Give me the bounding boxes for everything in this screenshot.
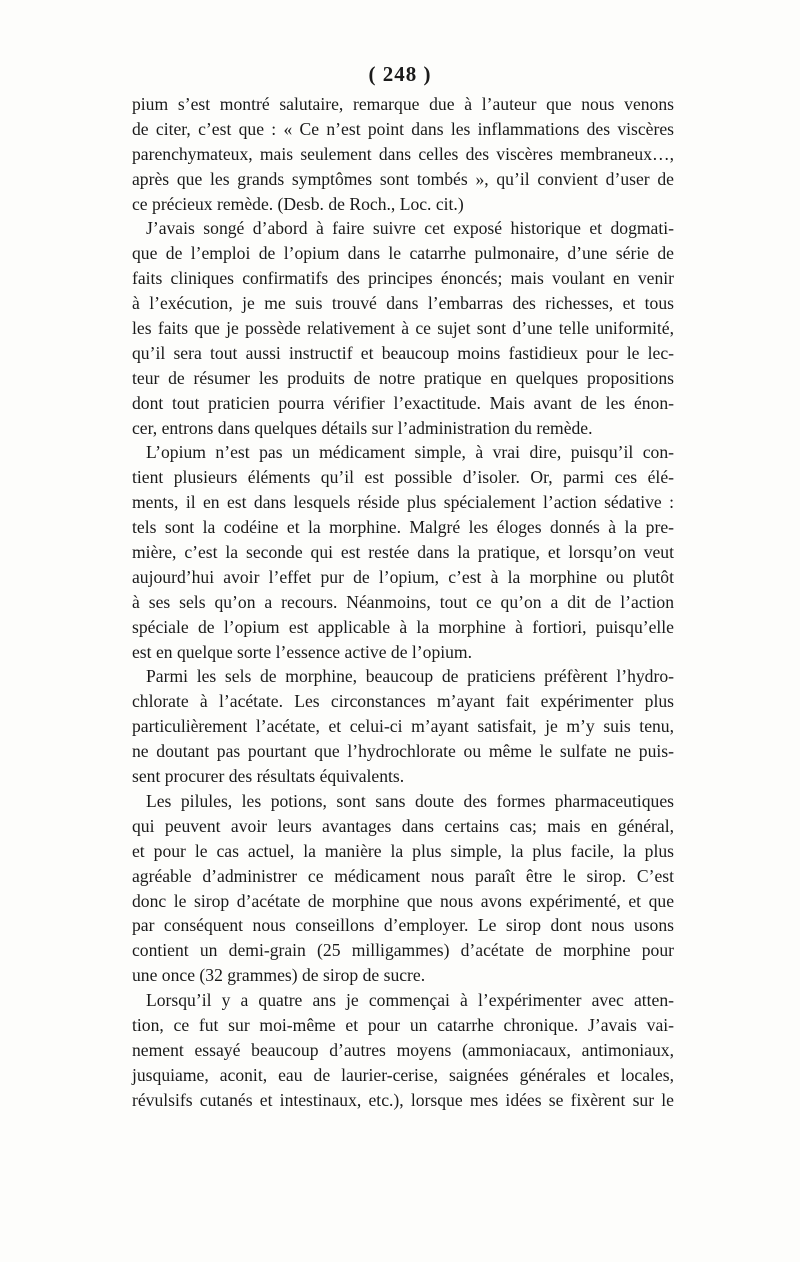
text-line: donc le sirop d’acétate de morphine que nous avons expérimenté, et que bbox=[132, 890, 674, 911]
text-line: tient plusieurs éléments qu’il est possible d’isoler. Or, parmi ces élé- bbox=[132, 467, 674, 488]
text-line: dont tout praticien pourra vérifier l’exactitude. Mais avant de les énon- bbox=[132, 392, 674, 413]
text-line: particulièrement l’acétate, et celui-ci m’ayant satisfait, je m’y suis tenu, bbox=[132, 716, 674, 737]
body-text bbox=[132, 92, 674, 1113]
text-line: ments, il en est dans lesquels réside plus spécialement l’action sédative : bbox=[132, 492, 674, 513]
text-line: par conséquent nous conseillons d’employer. Le sirop dont nous usons bbox=[132, 915, 674, 936]
text-line: Lorsqu’il y a quatre ans je commençai à l’expérimenter avec atten- bbox=[146, 990, 674, 1011]
text-line: que de l’emploi de l’opium dans le catarrhe pulmonaire, d’une série de bbox=[132, 243, 674, 264]
text-line: Les pilules, les potions, sont sans doute des formes pharmaceutiques bbox=[146, 790, 674, 811]
text-line: sent procurer des résultats équivalents. bbox=[132, 766, 405, 787]
text-line: faits cliniques confirmatifs des principes énoncés; mais voulant en venir bbox=[132, 268, 674, 289]
text-line: Parmi les sels de morphine, beaucoup de praticiens préfèrent l’hydro- bbox=[146, 666, 674, 687]
text-line: contient un demi-grain (25 milligammes) d’acétate de morphine pour bbox=[132, 940, 674, 961]
text-line: une once (32 grammes) de sirop de sucre. bbox=[132, 965, 426, 986]
text-line: après que les grands symptômes sont tombés », qu’il convient d’user de bbox=[132, 168, 674, 189]
text-line: J’avais songé d’abord à faire suivre cet exposé historique et dogmati- bbox=[146, 218, 674, 239]
text-line: de citer, c’est que : « Ce n’est point dans les inflammations des viscères bbox=[132, 118, 674, 139]
text-line: chlorate à l’acétate. Les circonstances m’ayant fait expérimenter plus bbox=[132, 691, 674, 712]
text-line: qu’il sera tout aussi instructif et beaucoup moins fastidieux pour le lec- bbox=[132, 342, 674, 363]
text-line: à ses sels qu’on a recours. Néanmoins, tout ce qu’on a dit de l’action bbox=[132, 591, 674, 612]
text-line: agréable d’administrer ce médicament nous paraît être le sirop. C’est bbox=[132, 865, 674, 886]
text-line: nement essayé beaucoup d’autres moyens (ammoniacaux, antimoniaux, bbox=[132, 1039, 674, 1060]
text-line: qui peuvent avoir leurs avantages dans certains cas; mais en général, bbox=[132, 815, 674, 836]
text-line: tion, ce fut sur moi-même et pour un catarrhe chronique. J’avais vai- bbox=[132, 1014, 674, 1035]
text-line: aujourd’hui avoir l’effet pur de l’opium, c’est à la morphine ou plutôt bbox=[132, 566, 674, 587]
text-line: L’opium n’est pas un médicament simple, à vrai dire, puisqu’il con- bbox=[146, 442, 674, 463]
text-line: et pour le cas actuel, la manière la plus simple, la plus facile, la plus bbox=[132, 840, 674, 861]
text-line: cer, entrons dans quelques détails sur l’administration du remède. bbox=[132, 417, 593, 438]
text-line: pium s’est montré salutaire, remarque due à l’auteur que nous venons bbox=[132, 94, 674, 114]
text-line: tels sont la codéine et la morphine. Malgré les éloges donnés à la pre- bbox=[132, 517, 674, 538]
page-number: ( 248 ) bbox=[368, 62, 432, 86]
text-line: teur de résumer les produits de notre pratique en quelques propositions bbox=[132, 367, 674, 388]
text-line: jusquiame, aconit, eau de laurier-cerise, saignées générales et locales, bbox=[132, 1064, 674, 1085]
text-line: spéciale de l’opium est applicable à la morphine à fortiori, puisqu’elle bbox=[132, 616, 674, 637]
text-line: révulsifs cutanés et intestinaux, etc.), lorsque mes idées se fixèrent sur le bbox=[132, 1089, 674, 1110]
text-line: les faits que je possède relativement à ce sujet sont d’une telle uniformité, bbox=[132, 318, 674, 339]
text-line: est en quelque sorte l’essence active de l’opium. bbox=[132, 641, 473, 662]
text-line: à l’exécution, je me suis trouvé dans l’embarras des richesses, et tous bbox=[132, 293, 674, 314]
text-line: mière, c’est la seconde qui est restée dans la pratique, et lorsqu’on veut bbox=[132, 542, 674, 563]
text-line: ne doutant pas pourtant que l’hydrochlorate ou même le sulfate ne puis- bbox=[132, 741, 674, 762]
text-line: ce précieux remède. (Desb. de Roch., Loc. cit.) bbox=[132, 193, 464, 214]
text-line: parenchymateux, mais seulement dans celles des viscères membraneux…, bbox=[132, 143, 674, 164]
